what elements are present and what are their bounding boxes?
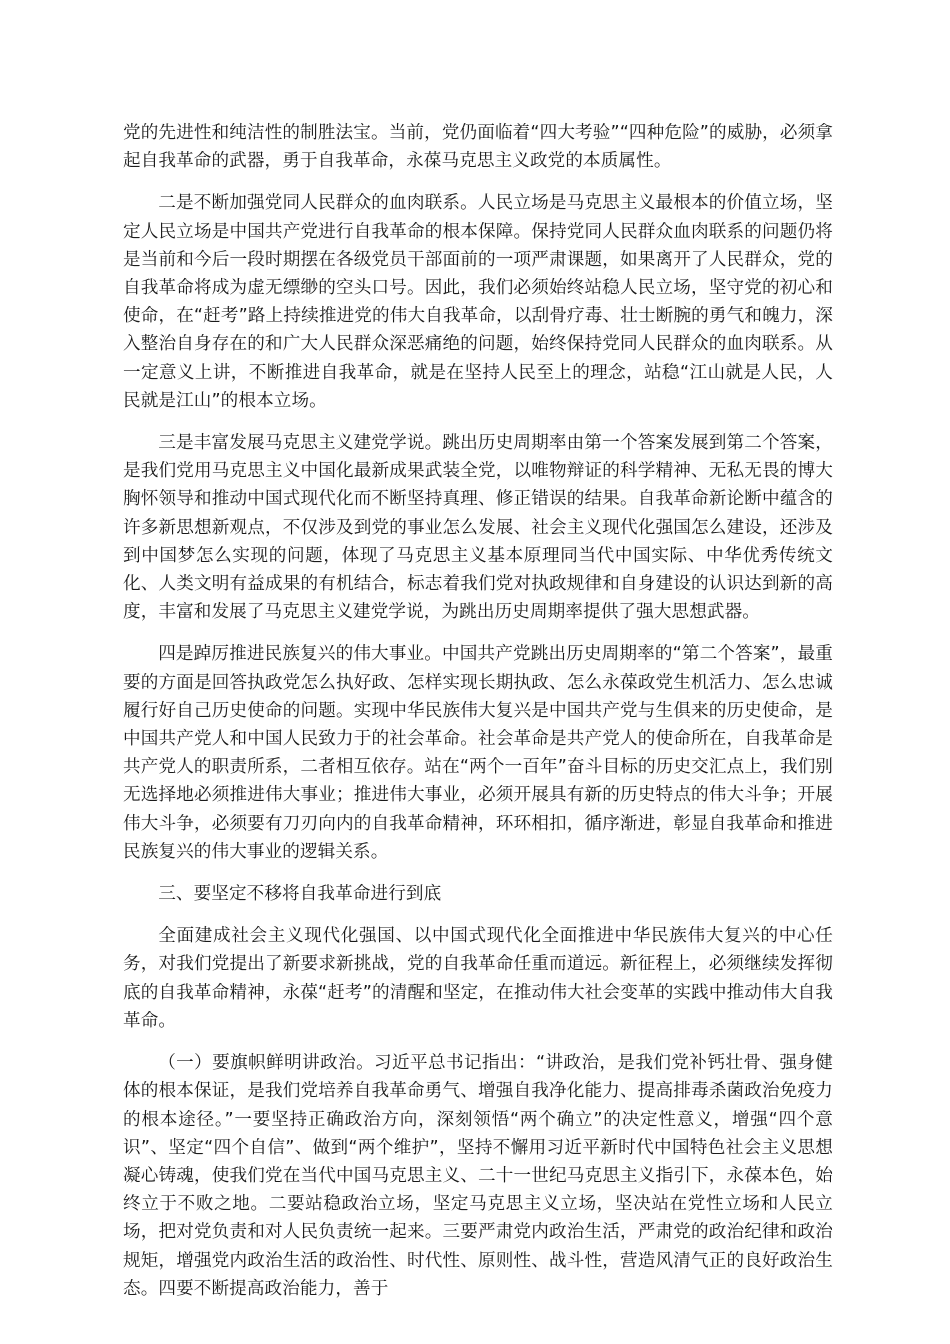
section-heading: 三、要坚定不移将自我革命进行到底: [158, 884, 442, 905]
paragraph-point-two: 二是不断加强党同人民群众的血肉联系。人民立场是马克思主义最根本的价值立场，坚定人民立场是中国共产党进行自我革命的根本保障。保持党同人民群众血肉联系的问题仍将是当前和今后一段时期摆在各级党员干部面前的一项严肃课题，如果离开了人民群众，党的自我革命将成为虚无缥缈的空头口号。因此，我们必须始终站稳人民立场，坚守党的初心和使命，在“赶考”路上持续推进党的伟大自我革命，以刮骨疗毒、壮士断腕的勇气和魄力，深入整治自身存在的和广大人民群众深恶痛绝的问题，始终保持党同人民群众的血肉联系。从一定意义上讲，不断推进自我革命，就是在坚持人民至上的理念，站稳“江山就是人民，人民就是江山”的根本立场。: [123, 193, 833, 411]
paragraph-subsection-one: （一）要旗帜鲜明讲政治。习近平总书记指出：“讲政治，是我们党补钙壮骨、强身健体的根本保证，是我们党培养自我革命勇气、增强自我净化能力、提高排毒杀菌政治免疫力的根本途径。”一要坚持正确政治方向，深刻领悟“两个确立”的决定性意义，增强“四个意识”、坚定“四个自信”、做到“两个维护”，坚持不懈用习近平新时代中国特色社会主义思想凝心铸魂，使我们党在当代中国马克思主义、二十一世纪马克思主义指引下，永葆本色，始终立于不败之地。二要站稳政治立场，坚定马克思主义立场，坚决站在党性立场和人民立场，把对党负责和对人民负责统一起来。三要严肃党内政治生活，严肃党的政治纪律和政治规矩，增强党内政治生活的政治性、时代性、原则性、战斗性，营造风清气正的良好政治生态。四要不断提高政治能力，善于: [123, 1053, 833, 1299]
paragraph-continued: 党的先进性和纯洁性的制胜法宝。当前，党仍面临着“四大考验”“四种危险”的威胁，必须拿起自我革命的武器，勇于自我革命，永葆马克思主义政党的本质属性。: [123, 123, 833, 172]
paragraph-point-three: 三是丰富发展马克思主义建党学说。跳出历史周期率由第一个答案发展到第二个答案，是我们党用马克思主义中国化最新成果武装全党，以唯物辩证的科学精神、无私无畏的博大胸怀领导和推动中国式现代化而不断坚持真理、修正错误的结果。自我革命新论断中蕴含的许多新思想新观点，不仅涉及到党的事业怎么发展、社会主义现代化强国怎么建设，还涉及到中国梦怎么实现的问题，体现了马克思主义基本原理同当代中国实际、中华优秀传统文化、人类文明有益成果的有机结合，标志着我们党对执政规律和自身建设的认识达到新的高度，丰富和发展了马克思主义建党学说，为跳出历史周期率提供了强大思想武器。: [123, 433, 833, 623]
paragraph-section-intro: 全面建成社会主义现代化强国、以中国式现代化全面推进中华民族伟大复兴的中心任务，对我们党提出了新要求新挑战，党的自我革命任重而道远。新征程上，必须继续发挥彻底的自我革命精神，永葆“赶考”的清醒和坚定，在推动伟大社会变革的实践中推动伟大自我革命。: [123, 926, 833, 1031]
paragraph-point-four: 四是踔厉推进民族复兴的伟大事业。中国共产党跳出历史周期率的“第二个答案”，最重要的方面是回答执政党怎么执好政、怎样实现长期执政、怎么永葆政党生机活力、怎么忠诚履行好自己历史使命的问题。实现中华民族伟大复兴是中国共产党与生俱来的历史使命，是中国共产党人和中国人民致力于的社会革命。社会革命是共产党人的使命所在，自我革命是共产党人的职责所系，二者相互依存。站在“两个一百年”奋斗目标的历史交汇点上，我们别无选择地必须推进伟大事业；推进伟大事业，必须开展具有新的历史特点的伟大斗争；开展伟大斗争，必须要有刀刃向内的自我革命精神，环环相扣，循序渐进，彰显自我革命和推进民族复兴的伟大事业的逻辑关系。: [123, 644, 833, 862]
document-body: [123, 119, 833, 1317]
